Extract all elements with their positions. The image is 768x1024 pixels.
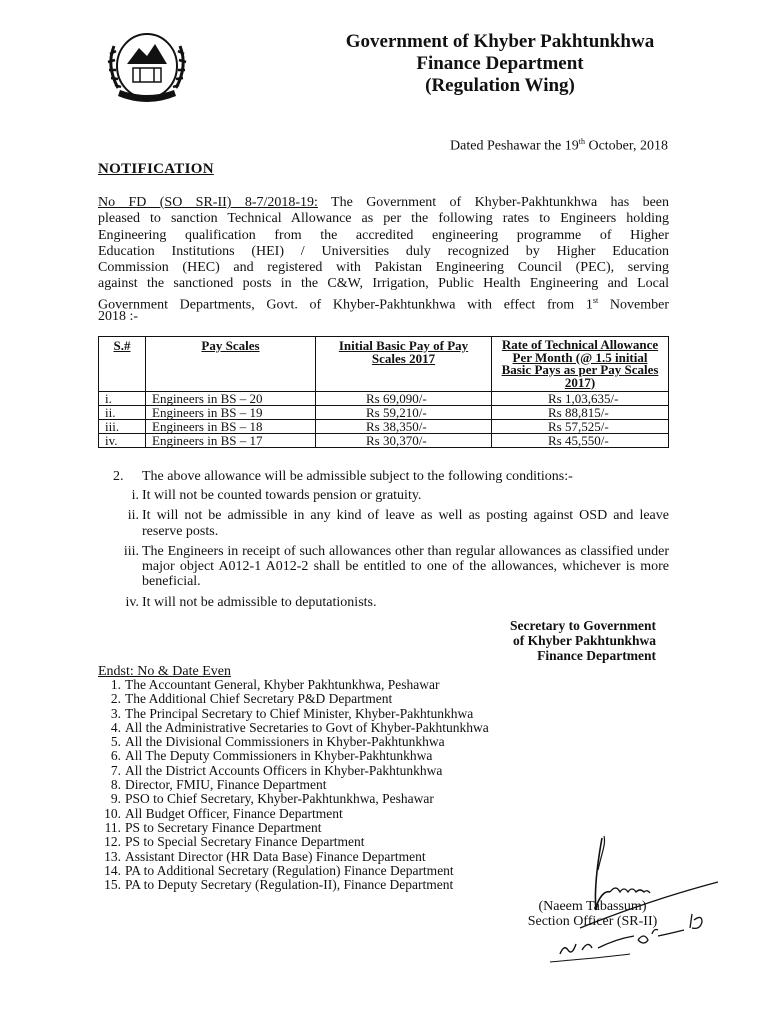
body-line: No FD (SO SR-II) 8-7/2018-19: The Government of Khyber-Pakhtunkhwa has been (98, 195, 669, 210)
header-serial: S.# (99, 337, 146, 392)
list-item: 1. The Accountant General, Khyber Pakhtunkhwa, Peshawar (110, 677, 440, 692)
table-row (99, 434, 669, 448)
government-emblem-logo (92, 26, 202, 108)
header-pay-scales: Pay Scales (146, 337, 316, 392)
row-serial: iv. (99, 434, 146, 448)
conditions-list (113, 488, 669, 615)
condition-item (113, 544, 669, 590)
notification-body (98, 195, 669, 325)
technical-allowance-table (98, 336, 669, 448)
notification-reference: No FD (SO SR-II) 8-7/2018-19: (98, 195, 318, 210)
notification-title: NOTIFICATION (98, 161, 214, 177)
condition-number: ii. (127, 508, 139, 524)
endorsement-list (98, 678, 489, 892)
list-item: 15. PA to Deputy Secretary (Regulation-II), Finance Department (104, 877, 454, 893)
row-pay-scale: Engineers in BS – 18 (146, 420, 316, 434)
body-line: Government Departments, Govt. of Khyber-Pakhtunkhwa with effect from 1st November (98, 295, 670, 313)
list-item: 12. PS to Special Secretary Finance Department (104, 834, 365, 850)
signatory-block (476, 618, 656, 663)
body-line: Engineering qualification from the accredited engineering programme of Higher (98, 227, 669, 243)
header-line-government: Government of Khyber Pakhtunkhwa (345, 31, 655, 52)
list-item: 11. PS to Secretary Finance Department (104, 819, 322, 835)
condition-number: i. (131, 488, 139, 503)
row-rate: Rs 1,03,635/- (492, 392, 669, 406)
row-pay-scale: Engineers in BS – 17 (146, 434, 316, 448)
condition-number: iii. (123, 543, 139, 559)
signatory-line: Finance Department (537, 648, 656, 663)
header-rate-technical-allowance: Rate of Technical Allowance Per Month (@ 1.5 initial Basic Pays as per Pay Scales 2017) (492, 337, 669, 392)
list-item: 13. Assistant Director (HR Data Base) Finance Department (104, 848, 426, 864)
table-row (99, 392, 669, 406)
condition-text: It will not be admissible to deputationists. (142, 594, 377, 610)
signatory-line: of Khyber Pakhtunkhwa (512, 633, 656, 648)
header-initial-basic-pay: Initial Basic Pay of Pay Scales 2017 (316, 337, 492, 392)
table-row (99, 406, 669, 420)
row-pay-scale: Engineers in BS – 20 (146, 392, 316, 406)
list-item: 14. PA to Additional Secretary (Regulation) Finance Department (104, 862, 454, 878)
row-rate: Rs 57,525/- (492, 420, 669, 434)
condition-item (113, 508, 669, 539)
body-line: pleased to sanction Technical Allowance as per the following rates to Engineers holding (98, 211, 669, 227)
government-header (260, 31, 740, 97)
officer-title: Section Officer (SR-II) (527, 914, 658, 929)
row-rate: Rs 88,815/- (492, 406, 669, 420)
condition-item (113, 595, 669, 610)
row-pay-scale: Engineers in BS – 19 (146, 406, 316, 420)
list-item: 8. Director, FMIU, Finance Department (110, 777, 327, 793)
condition-text: It will not be admissible in any kind of leave as well as posting against OSD and leave reserve posts. (142, 508, 669, 539)
list-item: 3. The Principal Secretary to Chief Minister, Khyber-Pakhtunkhwa (110, 705, 474, 721)
officer-name: (Naeem Tabassum) (538, 899, 647, 914)
list-item: 10. All Budget Officer, Finance Department (104, 805, 343, 821)
condition-item (113, 488, 669, 503)
endorsement-title: Endst: No & Date Even (98, 664, 231, 679)
date-line: Dated Peshawar the 19th October, 2018 (450, 137, 668, 154)
row-initial-pay: Rs 59,210/- (316, 406, 492, 420)
condition-text: The Engineers in receipt of such allowances other than regular allowances as classified under major object A012-1 A012-2 shall be entitled to one of the allowances, whichever is more beneficial. (142, 543, 669, 590)
row-initial-pay: Rs 38,350/- (316, 420, 492, 434)
list-item: 6. All The Deputy Commissioners in Khyber-Pakhtunkhwa (110, 748, 433, 764)
row-rate: Rs 45,550/- (492, 434, 669, 448)
row-initial-pay: Rs 69,090/- (316, 392, 492, 406)
signatory-line: Secretary to Government (510, 618, 656, 633)
row-initial-pay: Rs 30,370/- (316, 434, 492, 448)
section-officer-block (515, 899, 670, 929)
row-serial: iii. (99, 420, 146, 434)
list-item: 4. All the Administrative Secretaries to Govt of Khyber-Pakhtunkhwa (110, 719, 489, 735)
list-item: 5. All the Divisional Commissioners in Khyber-Pakhtunkhwa (110, 734, 445, 750)
table-row (99, 420, 669, 434)
body-line: against the sanctioned posts in the C&W, Irrigation, Public Health Engineering and Local (98, 276, 669, 292)
paragraph-number: 2. (113, 469, 124, 484)
table-header-row (99, 337, 669, 392)
list-item: 9. PSO to Chief Secretary, Khyber-Pakhtunkhwa, Peshawar (110, 791, 434, 807)
conditions-intro-text: The above allowance will be admissible subject to the following conditions:- (142, 469, 573, 484)
list-item: 2. The Additional Chief Secretary P&D Department (110, 691, 393, 707)
header-line-wing: (Regulation Wing) (425, 75, 575, 96)
condition-text: It will not be counted towards pension or gratuity. (142, 488, 422, 503)
body-line: Education Institutions (HEI) / Universities duly recognized by Higher Education (98, 243, 669, 259)
list-item: 7. All the District Accounts Officers in Khyber-Pakhtunkhwa (110, 762, 443, 778)
body-line: Commission (HEC) and registered with Pakistan Engineering Council (PEC), serving (98, 260, 669, 276)
row-serial: i. (99, 392, 146, 406)
condition-number: iv. (125, 594, 139, 610)
header-line-department: Finance Department (416, 53, 584, 74)
body-line: 2018 :- (98, 309, 139, 325)
conditions-intro (113, 469, 573, 485)
row-serial: ii. (99, 406, 146, 420)
